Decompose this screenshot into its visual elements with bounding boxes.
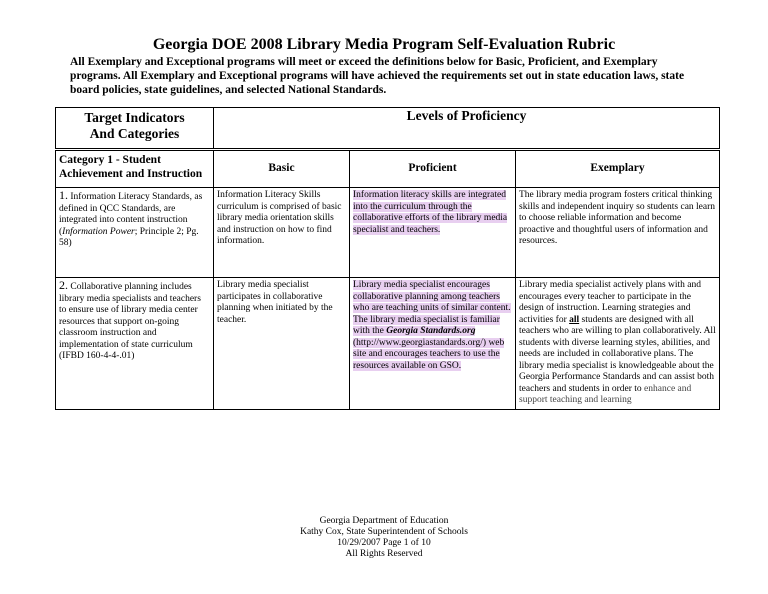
table-row (56, 188, 720, 278)
levels-of-proficiency-header: Levels of Proficiency (214, 108, 720, 150)
basic-cell: Information Literacy Skills curriculum is comprised of basic library media orientation skills and instruction on how to find information. (214, 188, 350, 278)
table-header-row (56, 108, 720, 150)
indicator-cell: 1. Information Literacy Standards, as defined in QCC Standards, are integrated into content instruction (Information Power; Principle 2; Pg. 58) (56, 188, 214, 278)
exemplary-cell: The library media program fosters critical thinking skills and independent inquiry so students can learn to choose reliable information and become proactive and thoughtful users of information and resources. (516, 188, 720, 278)
page-footer: Georgia Department of Education Kathy Cox, State Superintendent of Schools 10/29/2007 Page 1 of 10 All Rights Reserved (300, 516, 468, 559)
exemplary-cell: Library media specialist actively plans with and encourages every teacher to participate in the design of instruction. Learning strategies and activities for all students are designed with all teachers who are willing to plan collaboratively. All students with diverse learning styles, abilities, and needs are included in collaborative plans. The library media specialist is knowledgeable about the Georgia Performance Standards and can assist both teachers and students in order to enhance and support teaching and learning (516, 278, 720, 410)
category-label: Category 1 - Student Achievement and Instruction (56, 150, 214, 188)
basic-column-header: Basic (214, 150, 350, 188)
indicator-cell: 2. Collaborative planning includes library media specialists and teachers to ensure use of library media center resources that support on-going classroom instruction and implementation of state curriculum (IFBD 160-4-4-.01) (56, 278, 214, 410)
basic-cell: Library media specialist participates in collaborative planning when initiated by the teacher. (214, 278, 350, 410)
category-row (56, 150, 720, 188)
target-indicators-header: Target Indicators And Categories (56, 108, 214, 150)
intro-paragraph: All Exemplary and Exceptional programs will meet or exceed the definitions below for Basic, Proficient, and Exemplary programs. All Exemplary and Exceptional programs will have achieved the requirements set out in state education laws, state board policies, state guidelines, and selected National Standards. (70, 56, 685, 96)
rubric-table (55, 107, 720, 410)
exemplary-column-header: Exemplary (516, 150, 720, 188)
proficient-cell: Information literacy skills are integrated into the curriculum through the collaborative efforts of the library media specialist and teachers. (350, 188, 516, 278)
document-title: Georgia DOE 2008 Library Media Program Self-Evaluation Rubric (152, 36, 616, 53)
proficient-cell: Library media specialist encourages collaborative planning among teachers who are teaching units of similar content. The library media specialist is familiar with the Georgia Standards.org (http://www.georgiastandards.org/) web site and encourages teachers to use the resources available on GSO. (350, 278, 516, 410)
proficient-column-header: Proficient (350, 150, 516, 188)
table-row (56, 278, 720, 410)
